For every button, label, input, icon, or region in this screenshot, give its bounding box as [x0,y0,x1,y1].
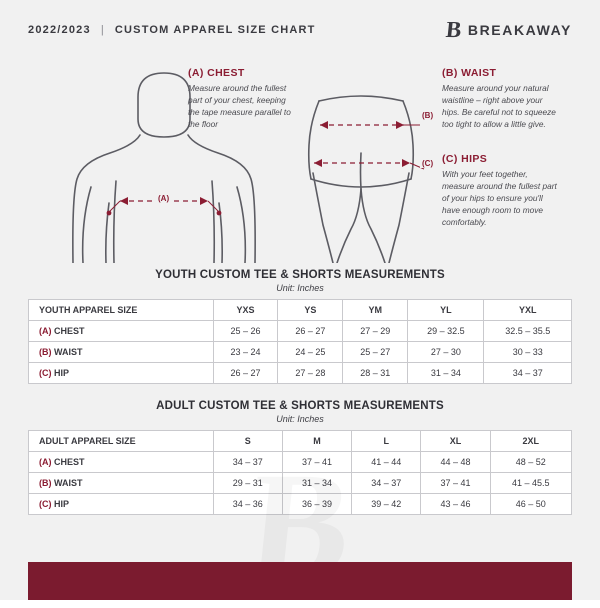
adult-column-1: M [282,431,351,452]
note-waist-title: (B) WAIST [442,67,497,79]
hips-marker-label: (C) [422,159,434,168]
youth-row-0-name: CHEST [54,326,85,336]
youth-table-title: YOUTH CUSTOM TEE & SHORTS MEASUREMENTS [155,269,445,281]
adult-row-2-tag: (C) [39,499,52,509]
adult-row-2-name: HIP [54,499,70,509]
table-header-row [29,431,572,452]
adult-cell-1-4: 41 – 45.5 [490,473,571,494]
page-title: CUSTOM APPAREL SIZE CHART [114,23,316,36]
youth-row-1-tag: (B) [39,347,52,357]
note-hips-body: With your feet together, measure around the fullest part of your hips to ensure you'll have enough room to move comfortably. [442,169,557,228]
brand-logo [446,18,572,41]
adult-row-1-tag: (B) [39,478,52,488]
brand-mark-icon: B [444,17,463,42]
adult-cell-0-4: 48 – 52 [490,452,571,473]
youth-cell-0-3: 29 – 32.5 [408,321,484,342]
youth-row-2-label [29,363,214,384]
youth-cell-2-2: 28 – 31 [343,363,408,384]
youth-row-1-label [29,342,214,363]
youth-table-subtitle: Unit: Inches [276,283,324,293]
adult-table-title: ADULT CUSTOM TEE & SHORTS MEASUREMENTS [156,400,444,412]
youth-cell-1-1: 24 – 25 [278,342,343,363]
youth-row-2-tag: (C) [39,368,52,378]
youth-cell-1-4: 30 – 33 [484,342,572,363]
adult-cell-2-2: 39 – 42 [352,494,421,515]
adult-cell-2-3: 43 – 46 [421,494,490,515]
youth-row-1-name: WAIST [54,347,83,357]
page-header [28,0,572,51]
note-hips [442,153,557,228]
header-separator: | [100,23,105,36]
table-row [29,452,572,473]
note-chest [188,67,298,130]
note-chest-title: (A) CHEST [188,67,245,79]
adult-row-1-name: WAIST [54,478,83,488]
youth-cell-2-1: 27 – 28 [278,363,343,384]
waist-marker-label: (B) [422,111,434,120]
table-row [29,321,572,342]
adult-cell-1-1: 31 – 34 [282,473,351,494]
adult-column-2: L [352,431,421,452]
youth-cell-0-1: 26 – 27 [278,321,343,342]
youth-row-2-name: HIP [54,368,70,378]
table-row [29,494,572,515]
youth-size-table [28,299,572,384]
youth-cell-1-3: 27 – 30 [408,342,484,363]
adult-column-0: S [213,431,282,452]
adult-cell-2-4: 46 – 50 [490,494,571,515]
table-row [29,363,572,384]
note-waist [442,67,557,130]
youth-column-1: YS [278,300,343,321]
adult-cell-0-2: 41 – 44 [352,452,421,473]
adult-row-0-tag: (A) [39,457,52,467]
adult-row-0-label [29,452,214,473]
adult-size-table [28,430,572,515]
adult-row-0-name: CHEST [54,457,85,467]
adult-table-subtitle: Unit: Inches [276,414,324,424]
adult-column-3: XL [421,431,490,452]
note-waist-body: Measure around your natural waistline – right above your hips. Be careful not to squeeze too tight to allow a little give. [442,83,556,130]
adult-cell-2-1: 36 – 39 [282,494,351,515]
youth-cell-0-4: 32.5 – 35.5 [484,321,572,342]
youth-cell-1-2: 25 – 27 [343,342,408,363]
note-hips-title: (C) HIPS [442,153,488,165]
table-row [29,342,572,363]
adult-row-2-label [29,494,214,515]
footer-band [28,562,572,600]
table-header-row [29,300,572,321]
note-chest-body: Measure around the fullest part of your chest, keeping the tape measure parallel to the floor [188,83,291,130]
adult-cell-0-1: 37 – 41 [282,452,351,473]
youth-cell-2-4: 34 – 37 [484,363,572,384]
chest-marker-label: (A) [158,194,170,203]
adult-cell-1-3: 37 – 41 [421,473,490,494]
youth-cell-2-3: 31 – 34 [408,363,484,384]
youth-row-0-tag: (A) [39,326,52,336]
youth-cell-0-2: 27 – 29 [343,321,408,342]
adult-cell-2-0: 34 – 36 [213,494,282,515]
adult-cell-0-0: 34 – 37 [213,452,282,473]
adult-cell-1-0: 29 – 31 [213,473,282,494]
youth-column-2: YM [343,300,408,321]
adult-header-label: ADULT APPAREL SIZE [29,431,214,452]
adult-row-1-label [29,473,214,494]
adult-column-4: 2XL [490,431,571,452]
youth-cell-2-0: 26 – 27 [213,363,278,384]
youth-column-4: YXL [484,300,572,321]
youth-cell-1-0: 23 – 24 [213,342,278,363]
adult-cell-0-3: 44 – 48 [421,452,490,473]
youth-row-0-label [29,321,214,342]
youth-cell-0-0: 25 – 26 [213,321,278,342]
adult-cell-1-2: 34 – 37 [352,473,421,494]
brand-name: BREAKAWAY [467,21,572,38]
measurement-diagram [28,53,572,263]
youth-column-3: YL [408,300,484,321]
header-year: 2022/2023 [28,23,91,36]
youth-header-label: YOUTH APPAREL SIZE [29,300,214,321]
header-title-group [28,24,316,36]
youth-column-0: YXS [213,300,278,321]
table-row [29,473,572,494]
